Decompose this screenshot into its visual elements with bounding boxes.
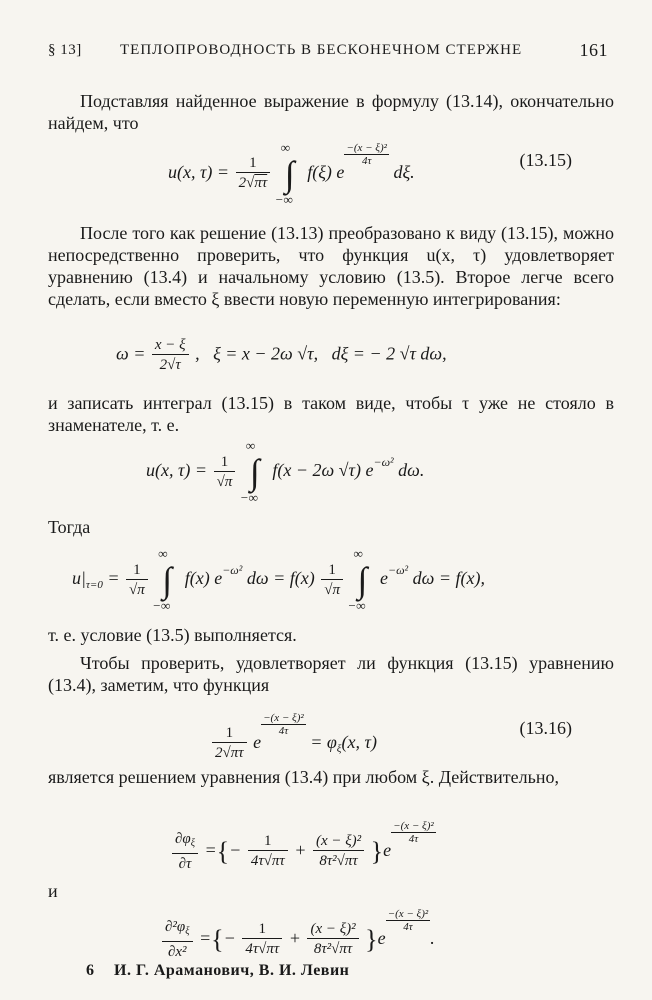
signature-authors: И. Г. Араманович, В. И. Левин	[114, 962, 350, 979]
integral-omega: u(x, τ) = $\frac{1}{√\pi}$ ∞ ∫ −∞ f(x − 2ω √τ) $e^{-\omega^2}$ dω.	[146, 438, 425, 505]
equation-label-13-16: (13.16)	[519, 718, 572, 738]
page-number: 161	[579, 40, 608, 60]
paragraph-7: является решением уравнения (13.4) при любом ξ. Действительно,	[48, 767, 559, 787]
equation-13-15: u(x, τ) = $\frac{1}{2√\pi\tau}$ ∞ ∫ −∞ f(ξ) e $\frac{\text{−(x − ξ)²}}{4\tau}$ dξ. (13.15)	[168, 139, 572, 207]
paragraph-3: и записать интеграл (13.15) в таком виде, чтобы τ уже не стояло в знаменателе, т. е.	[48, 393, 614, 435]
equation-13-16: $\frac{1}{2√\pi\tau}$ e $\frac{\text{−(x − ξ)²}}{4\tau}$ = $\varphi_\xi(x$, τ) (13.16)	[210, 712, 612, 763]
running-header	[48, 40, 608, 66]
paragraph-6: Чтобы проверить, удовлетворяет ли функция (13.15) уравнению (13.4), заметим, что функция	[48, 653, 614, 695]
derivative-tau: $\frac{\partial\varphi_\xi}{\partial\tau}$ ={− $\frac{1}{4\tau√\pi\tau}$ + $\frac{\text{(x − ξ)²}}{\text{8τ²√πτ}}$ }e $\frac{\text{−(x − ξ)²}}{4\tau}$	[170, 820, 436, 874]
paragraph-4: Тогда	[48, 517, 91, 537]
substitution-equation: ω = $\frac{x - \xi}{2√\tau}$ , ξ = x − 2ω √τ, dξ = − 2 √τ dω,	[116, 337, 447, 373]
paragraph-8: и	[48, 881, 58, 901]
paragraph-1: Подставляя найденное выражение в формулу (13.14), окончательно найдем, что	[48, 91, 614, 133]
paragraph-2: После того как решение (13.13) преобразовано к виду (13.15), можно непосредственно проверить, что функция u(x, τ) удовлетворяет уравнению (13.4) и начальному условию (13.5). Второе легче всего сделать, если вместо ξ ввести новую переменную интегрирования:	[48, 223, 614, 309]
signature-number: 6	[86, 962, 95, 979]
second-derivative-x: $\frac{\partial^2\varphi_\xi}{\text{∂x²}}$ ={− $\frac{1}{4\tau√\pi\tau}$ + $\frac{\text{(x − ξ)²}}{\text{8τ²√πτ}}$ }e $\frac{\text{−(x − ξ)²}}{4\tau}$ .	[160, 908, 435, 962]
paragraph-5: т. е. условие (13.5) выполняется.	[48, 625, 297, 645]
running-title: ТЕПЛОПРОВОДНОСТЬ В БЕСКОНЕЧНОМ СТЕРЖНЕ	[120, 42, 523, 58]
equation-label-13-15: (13.15)	[519, 150, 572, 170]
initial-condition-check: $u|_{\tau=0}$ = $\frac{1}{√\pi}$ ∞ ∫ −∞ f(x) $e^{-\omega^2}$ dω = f(x) $\frac{1}{√\pi}$ ∞ ∫ −∞ $e^{-\omega^2}$ dω = f(x),	[72, 546, 485, 613]
section-ref: § 13]	[48, 42, 82, 58]
